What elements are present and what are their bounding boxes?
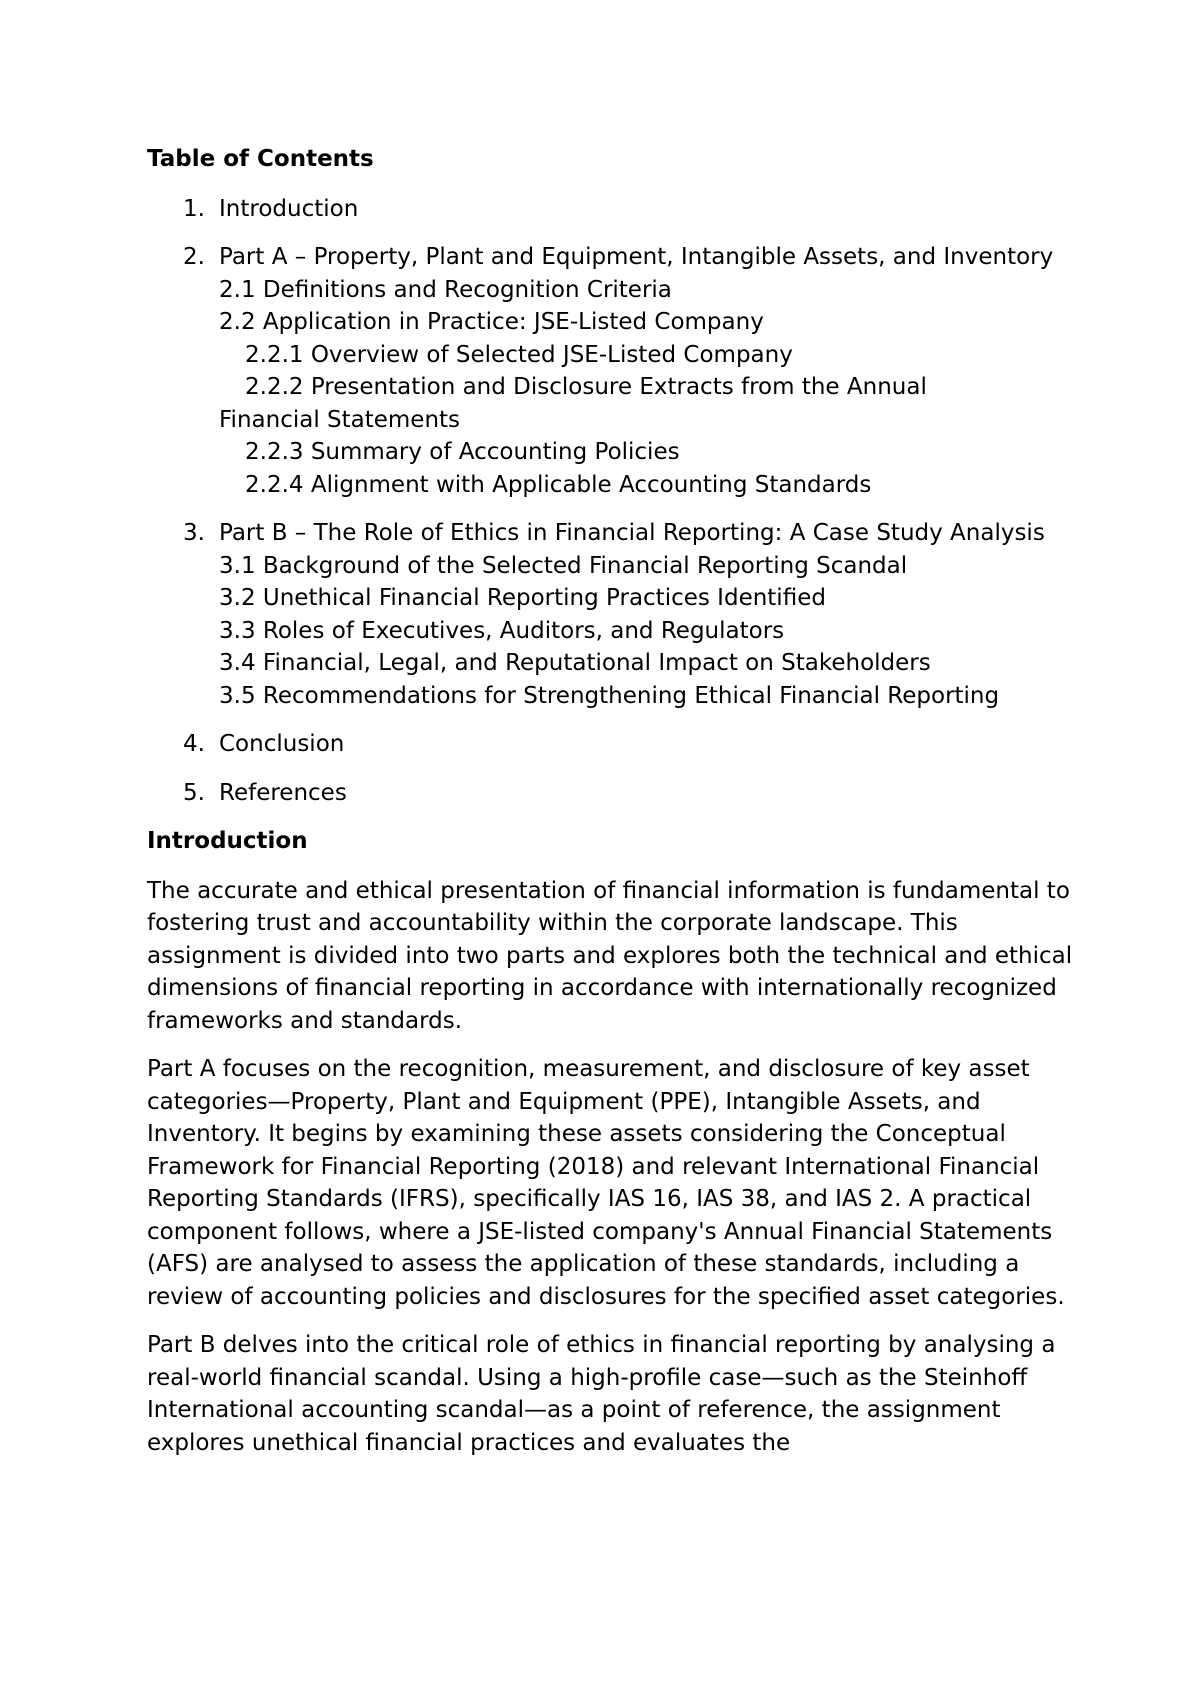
toc-title: Table of Contents xyxy=(147,146,374,172)
toc-item-label: References xyxy=(219,779,347,806)
toc-item-number: 1. xyxy=(183,195,205,222)
toc-subitem-3-2: 3.2 Unethical Financial Reporting Practices Identified xyxy=(219,585,826,611)
toc-subitem-3-1: 3.1 Background of the Selected Financial Reporting Scandal xyxy=(219,552,908,579)
toc-subitem-2-2-4: 2.2.4 Alignment with Applicable Accounting Standards xyxy=(245,471,872,498)
introduction-paragraph: The accurate and ethical presentation of financial information is fundamental to fostering trust and accountability within the corporate landscape. This assignment is divided into two parts and explores both the technical and ethical dimensions of financial reporting in accordance with internationally recognized frameworks and standards. xyxy=(147,877,1073,1034)
document-page xyxy=(147,143,1087,1475)
toc-subitem-2-2-3: 2.2.3 Summary of Accounting Policies xyxy=(245,439,680,465)
toc-item-number: 2. xyxy=(183,244,205,270)
toc-subitem-2-2: 2.2 Application in Practice: JSE-Listed Company xyxy=(219,309,764,335)
toc-item-number: 3. xyxy=(183,520,205,546)
toc-subitem-3-4: 3.4 Financial, Legal, and Reputational Impact on Stakeholders xyxy=(219,650,931,676)
toc-subitem-2-2-2-continued: Financial Statements xyxy=(219,406,461,433)
toc-item-part-a xyxy=(147,241,1087,501)
toc-item-label: Part B – The Role of Ethics in Financial Reporting: A Case Study Analysis xyxy=(219,520,1045,546)
introduction-heading: Introduction xyxy=(147,828,308,854)
toc-subitem-2-1: 2.1 Definitions and Recognition Criteria xyxy=(219,276,672,303)
toc-subitem-3-3: 3.3 Roles of Executives, Auditors, and Regulators xyxy=(219,617,785,644)
toc-item-part-b xyxy=(147,517,1087,712)
toc-subitem-2-2-1: 2.2.1 Overview of Selected JSE-Listed Company xyxy=(245,341,793,368)
part-a-paragraph: Part A focuses on the recognition, measurement, and disclosure of key asset categories—Property, Plant and Equipment (PPE), Intangible Assets, and Inventory. It begins by examining these assets considering the Conceptual Framework for Financial Reporting (2018) and relevant International Financial Reporting Standards (IFRS), specifically IAS 16, IAS 38, and IAS 2. A practical component follows, where a JSE-listed company's Annual Financial Statements (AFS) are analysed to assess the application of these standards, including a review of accounting policies and disclosures for the specified asset categories. xyxy=(147,1056,1065,1310)
toc-subitem-3-5: 3.5 Recommendations for Strengthening Ethical Financial Reporting xyxy=(219,682,1000,709)
toc-item-number: 5. xyxy=(183,779,205,806)
toc-subitem-2-2-2: 2.2.2 Presentation and Disclosure Extracts from the Annual xyxy=(245,374,927,400)
toc-item-references xyxy=(147,777,1087,810)
toc-item-introduction xyxy=(147,193,1087,226)
toc-list xyxy=(147,193,1087,810)
toc-item-label: Conclusion xyxy=(219,731,345,757)
part-b-paragraph: Part B delves into the critical role of ethics in financial reporting by analysing a real-world financial scandal. Using a high-profile case—such as the Steinhoff International accounting scandal—as a point of reference, the assignment explores unethical financial practices and evaluates the xyxy=(147,1332,1056,1456)
toc-item-label: Introduction xyxy=(219,195,359,222)
toc-item-conclusion xyxy=(147,728,1087,761)
toc-item-number: 4. xyxy=(183,731,205,757)
toc-item-label: Part A – Property, Plant and Equipment, Intangible Assets, and Inventory xyxy=(219,244,1054,270)
